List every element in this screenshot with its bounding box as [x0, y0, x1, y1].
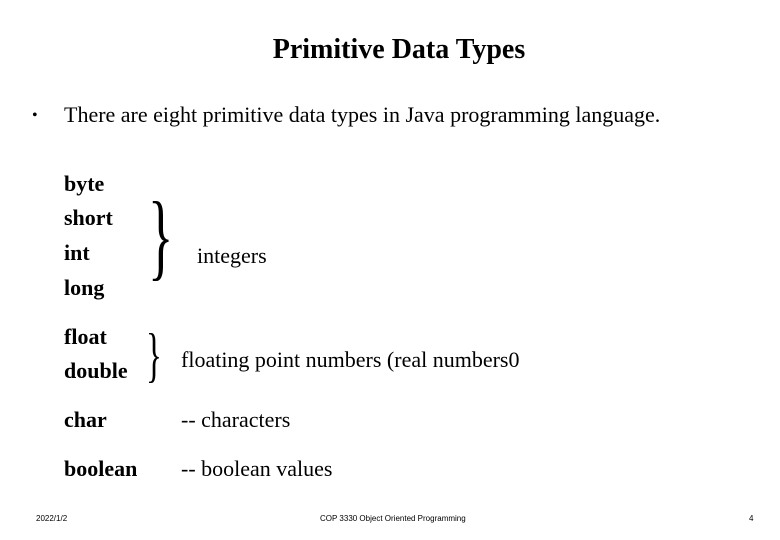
type-int: int — [64, 240, 90, 265]
footer-course: COP 3330 Object Oriented Programming — [320, 514, 466, 523]
type-short: short — [64, 205, 113, 230]
type-double: double — [64, 358, 128, 383]
float-brace-icon: } — [146, 322, 162, 388]
type-float: float — [64, 324, 107, 349]
type-char: char — [64, 407, 107, 432]
floating-label: floating point numbers (real numbers0 — [181, 347, 520, 372]
type-byte: byte — [64, 171, 105, 196]
footer-date: 2022/1/2 — [36, 514, 68, 523]
footer-page-number: 4 — [749, 514, 754, 523]
bullet-text: There are eight primitive data types in Java programming language. — [64, 102, 661, 127]
bullet-item — [32, 100, 660, 131]
char-label: -- characters — [181, 407, 291, 432]
integer-brace-icon: } — [148, 182, 174, 289]
boolean-label: -- boolean values — [181, 456, 333, 481]
type-long: long — [64, 275, 105, 300]
type-boolean: boolean — [64, 456, 138, 481]
bullet-icon: • — [32, 107, 38, 124]
integers-label: integers — [197, 243, 267, 268]
slide-title: Primitive Data Types — [272, 34, 526, 65]
